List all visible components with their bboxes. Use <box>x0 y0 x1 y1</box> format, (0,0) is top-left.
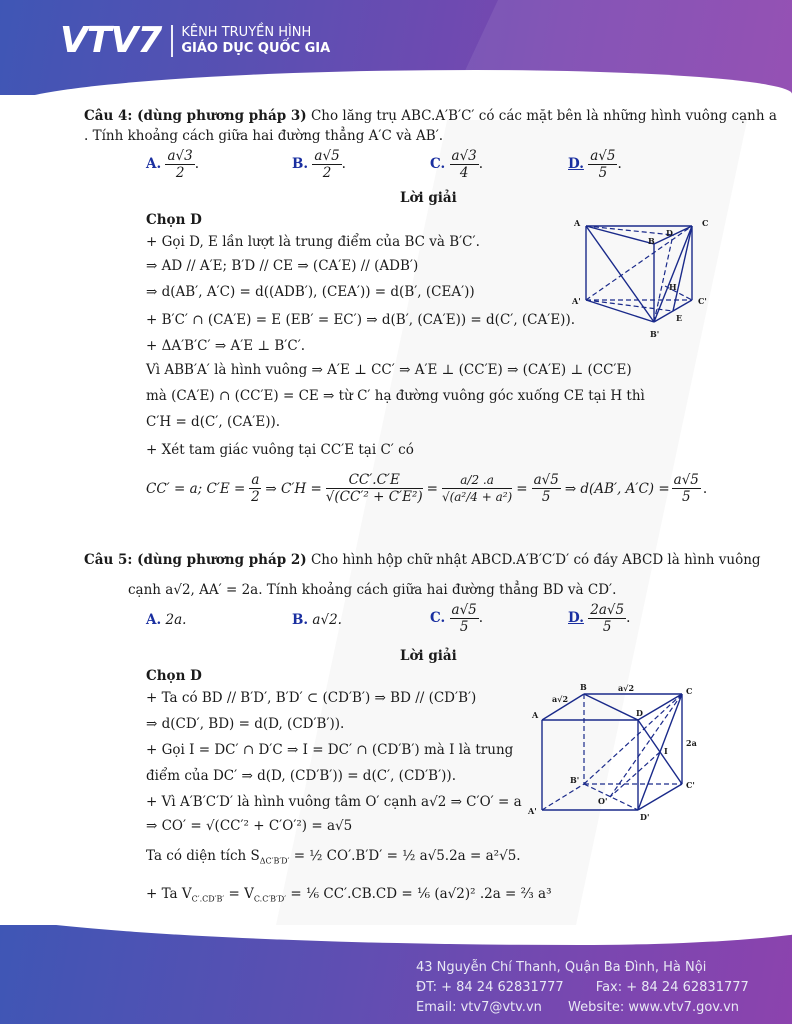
footer-phone-fax <box>416 978 749 998</box>
q5-fig-label-left: a√2 <box>552 694 569 704</box>
q4-text1: Cho lăng trụ ABC.A′B′C′ có các mặt bên là những hình vuông cạnh a <box>310 108 777 124</box>
q4-step5: + ΔA′B′C′ ⇒ A′E ⊥ B′C′. <box>146 338 306 354</box>
q5-fig-label-c: C <box>686 686 693 696</box>
q5-step2: ⇒ d(CD′, BD) = d(D, (CD′B′)). <box>146 716 345 732</box>
q5-step1: + Ta có BD // B′D′, B′D′ ⊂ (CD′B′) ⇒ BD // (CD′B′) <box>146 690 477 706</box>
q4-opt-b-num: a√5 <box>314 148 340 164</box>
q5-step8-sub2: C.C′B′D′ <box>253 894 287 904</box>
q4-fig-label-e: E <box>676 313 683 323</box>
channel-name <box>181 25 330 57</box>
page-header <box>0 0 792 95</box>
q4-formula: CC′ = a; C′E = $\frac{a}{2}$ ⇒ C′H = $\frac{CC'.C'E}{\text{√(CC′² + C′E²)}}$ = $\frac{a/2 .a}{\text{√(a²/4 + a²)}}$ = $\frac{a√5}{5}$ ⇒ d(AB′, A′C) = $\frac{a√5}{5}$ . <box>146 472 708 505</box>
logo-mark: VTV7 <box>60 20 162 61</box>
q4-step6: Vì ABB′A′ là hình vuông ⇒ A′E ⊥ CC′ ⇒ A′E ⊥ (CC′E) ⇒ (CA′E) ⊥ (CC′E) <box>146 362 632 378</box>
logo-divider <box>171 25 173 57</box>
q5-step7-a: Ta có diện tích S <box>146 848 260 864</box>
page-footer <box>0 925 792 1024</box>
q4-f-part1: CC′ = a; C′E = <box>146 480 246 497</box>
q5-opt-d-num: 2a√5 <box>590 602 625 618</box>
q5-opt-a-val: 2a. <box>165 612 187 628</box>
q4-text2: . Tính khoảng cách giữa hai đường thẳng A′C và AB′. <box>84 128 444 144</box>
q4-f-a5-b: a√5 <box>673 472 699 488</box>
footer-fax: Fax: + 84 24 62831777 <box>595 980 749 995</box>
q5-opt-b-label: B. <box>292 612 309 628</box>
q5-fig-label-i: I <box>664 746 668 756</box>
q5-step7-b: = ½ CO′.B′D′ = ½ a√5.2a = a²√5. <box>293 848 521 864</box>
q5-text2: cạnh a√2, AA′ = 2a. Tính khoảng cách giữa hai đường thẳng BD và CD′. <box>128 582 617 598</box>
channel-line2: GIÁO DỤC QUỐC GIA <box>181 40 331 56</box>
q5-choose: Chọn D <box>146 668 202 684</box>
channel-line1: KÊNH TRUYỀN HÌNH <box>181 24 312 40</box>
q5-option-c: C. $\frac{a√5}{5}$ . <box>430 602 484 635</box>
q4-option-d: D. $\frac{a√5}{5}$ . <box>568 148 622 181</box>
q5-box-figure <box>524 680 704 824</box>
q4-fig-label-c: C <box>702 218 709 228</box>
q4-f-a: a <box>251 472 260 488</box>
q4-f-5: 5 <box>541 489 551 505</box>
q4-f-sqrt1: √(CC′² + C′E²) <box>325 489 423 505</box>
q5-opt-c-num: a√5 <box>451 602 477 618</box>
q4-fig-label-ap: A' <box>572 296 581 306</box>
q4-opt-c-label: C. <box>430 156 446 172</box>
q4-step7: mà (CA′E) ∩ (CC′E) = CE ⇒ từ C′ hạ đường vuông góc xuống CE tại H thì <box>146 388 645 404</box>
q5-opt-c-den: 5 <box>459 619 469 635</box>
footer-website: Website: www.vtv7.gov.vn <box>568 1000 740 1015</box>
q5-fig-label-bp: B' <box>570 775 580 785</box>
q5-fig-label-d: D <box>636 708 643 718</box>
q5-fig-label-dp: D' <box>640 812 650 822</box>
q4-f-part2: ⇒ C′H = <box>265 480 322 497</box>
footer-phone: ĐT: + 84 24 62831777 <box>416 980 564 995</box>
q4-f-ccce: CC′.C′E <box>326 472 423 489</box>
q4-opt-a-den: 2 <box>175 165 185 181</box>
q5-text1: Cho hình hộp chữ nhật ABCD.A′B′C′D′ có đáy ABCD là hình vuông <box>310 552 761 568</box>
q4-option-c: C. $\frac{a√3}{4}$ . <box>430 148 484 181</box>
q5-opt-a-label: A. <box>146 612 162 628</box>
footer-curve <box>0 925 792 945</box>
q4-opt-d-den: 5 <box>598 165 608 181</box>
q5-fig-label-b: B <box>580 682 587 692</box>
q4-fig-label-a: A <box>574 218 581 228</box>
q5-label: Câu 5: (dùng phương pháp 2) <box>84 552 307 568</box>
q4-opt-d-num: a√5 <box>590 148 616 164</box>
q5-fig-label-top: a√2 <box>618 683 635 693</box>
q5-opt-d-label: D. <box>568 610 584 626</box>
q4-f-part3: ⇒ d(AB′, A′C) = <box>564 480 670 497</box>
q5-step3: + Gọi I = DC′ ∩ D′C ⇒ I = DC′ ∩ (CD′B′) mà I là trung <box>146 742 514 758</box>
q5-step8 <box>146 884 552 910</box>
q4-fig-label-cp: C' <box>698 296 707 306</box>
q4-opt-c-num: a√3 <box>451 148 477 164</box>
q5-line1 <box>84 550 761 570</box>
q4-step3: ⇒ d(AB′, A′C) = d((ADB′), (CEA′)) = d(B′, (CEA′)) <box>146 284 475 300</box>
q4-step4: + B′C′ ∩ (CA′E) = E (EB′ = EC′) ⇒ d(B′, (CA′E)) = d(C′, (CA′E)). <box>146 312 576 328</box>
footer-email: Email: vtv7@vtv.vn <box>416 1000 542 1015</box>
footer-email-web <box>416 998 749 1018</box>
q4-fig-label-bp: B' <box>650 329 660 339</box>
q4-fig-label-b: B <box>648 236 655 246</box>
q5-option-d: D. $\frac{2a√5}{5}$ . <box>568 602 631 635</box>
q4-opt-d-label: D. <box>568 156 584 172</box>
q5-opt-b-val: a√2. <box>312 612 342 628</box>
q5-step7 <box>146 846 521 872</box>
q5-step4: điểm của DC′ ⇒ d(D, (CD′B′)) = d(C′, (CD′B′)). <box>146 768 456 784</box>
q5-opt-c-label: C. <box>430 610 446 626</box>
q4-f-2: 2 <box>251 489 260 505</box>
q5-step6: ⇒ CO′ = √(CC′² + C′O′²) = a√5 <box>146 818 353 834</box>
q5-step5: + Vì A′B′C′D′ là hình vuông tâm O′ cạnh a√2 ⇒ C′O′ = a <box>146 794 522 810</box>
q5-fig-label-cp: C' <box>686 780 695 790</box>
q4-f-5-b: 5 <box>681 489 691 505</box>
q5-fig-label-right: 2a <box>686 738 697 748</box>
q4-opt-b-den: 2 <box>322 165 332 181</box>
q4-line1 <box>84 106 777 126</box>
q4-step9: + Xét tam giác vuông tại CC′E tại C′ có <box>146 442 414 458</box>
q4-f-sqrt2: √(a²/4 + a²) <box>441 490 513 504</box>
q4-opt-a-label: A. <box>146 156 162 172</box>
q4-fig-label-d: D <box>666 228 673 238</box>
q4-step1: + Gọi D, E lần lượt là trung điểm của BC và B′C′. <box>146 234 480 250</box>
vtv7-logo <box>60 20 330 61</box>
q4-option-a: A. $\frac{a√3}{2}$ . <box>146 148 200 181</box>
q4-f-a2dota: a/2 .a <box>442 472 512 489</box>
q5-step8-a: + Ta V <box>146 886 192 902</box>
q5-step8-c: = ⅙ CC′.CB.CD = ⅙ (a√2)² .2a = ⅔ a³ <box>290 886 552 902</box>
q5-opt-d-den: 5 <box>602 619 612 635</box>
q4-opt-a-num: a√3 <box>167 148 193 164</box>
q4-step2: ⇒ AD // A′E; B′D // CE ⇒ (CA′E) // (ADB′) <box>146 258 419 274</box>
q4-solution-title: Lời giải <box>400 190 457 206</box>
q4-f-a5: a√5 <box>533 472 559 488</box>
q4-opt-b-label: B. <box>292 156 309 172</box>
q5-step8-b: = V <box>228 886 254 902</box>
footer-address: 43 Nguyễn Chí Thanh, Quận Ba Đình, Hà Nội <box>416 960 707 975</box>
q5-option-b <box>292 610 342 630</box>
q4-step8: C′H = d(C′, (CA′E)). <box>146 414 281 430</box>
q5-fig-label-op: O' <box>598 796 608 806</box>
q5-step7-sub: ΔC′B′D′ <box>259 856 290 866</box>
q4-fig-label-h: H <box>669 282 677 292</box>
q5-fig-label-ap: A' <box>528 806 537 816</box>
q4-opt-c-den: 4 <box>459 165 469 181</box>
q5-solution-title: Lời giải <box>400 648 457 664</box>
q4-prism-figure <box>568 218 718 342</box>
q5-option-a <box>146 610 186 630</box>
q5-step8-sub1: C′.CD′B′ <box>191 894 225 904</box>
q5-fig-label-a: A <box>532 710 539 720</box>
contact-info <box>416 958 749 1018</box>
q4-choose: Chọn D <box>146 212 202 228</box>
q4-label: Câu 4: (dùng phương pháp 3) <box>84 108 307 124</box>
q4-option-b: B. $\frac{a√5}{2}$ . <box>292 148 346 181</box>
